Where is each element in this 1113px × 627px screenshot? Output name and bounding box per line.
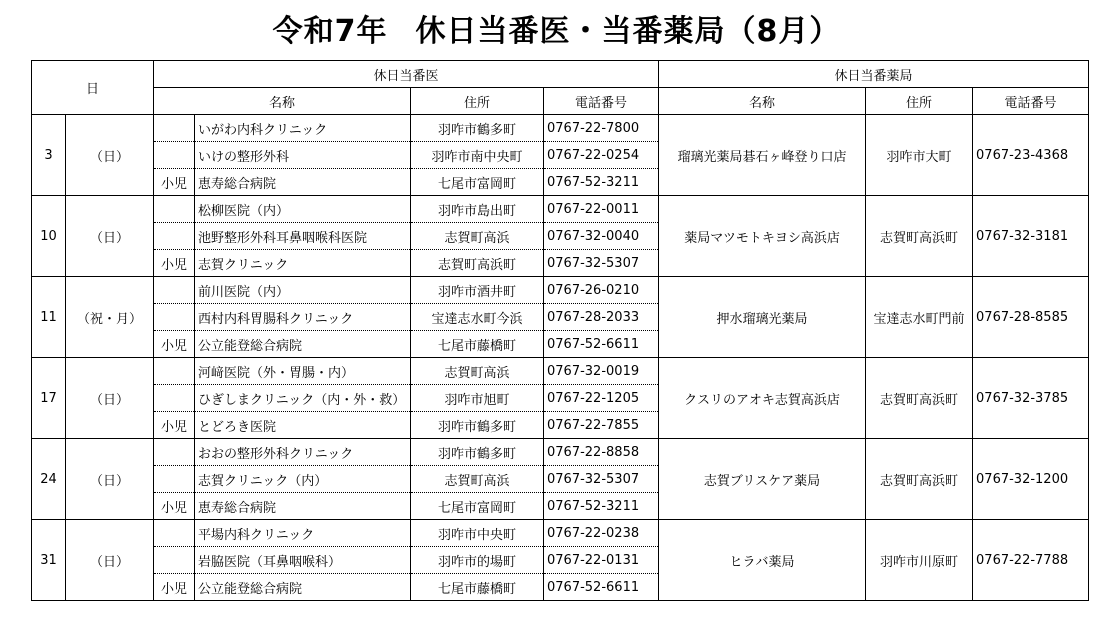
pediatric-tag	[154, 115, 195, 142]
pediatric-tag	[154, 547, 195, 574]
clinic-name: 公立能登総合病院	[195, 331, 411, 358]
clinic-phone: 0767-22-0131	[544, 547, 659, 574]
clinic-name: いがわ内科クリニック	[195, 115, 411, 142]
table-row	[32, 277, 1089, 304]
pediatric-tag	[154, 520, 195, 547]
pharmacy-name: 志賀ブリスケア薬局	[659, 439, 866, 520]
header-pharmacy-phone: 電話番号	[973, 88, 1089, 115]
clinic-name: 前川医院（内）	[195, 277, 411, 304]
clinic-name: 河﨑医院（外・胃腸・内）	[195, 358, 411, 385]
header-doctor-address: 住所	[411, 88, 544, 115]
pediatric-tag	[154, 223, 195, 250]
pharmacy-phone: 0767-32-3181	[973, 196, 1089, 277]
date-cell: 11	[32, 277, 66, 358]
clinic-address: 羽咋市南中央町	[411, 142, 544, 169]
clinic-phone: 0767-52-3211	[544, 169, 659, 196]
pediatric-tag: 小児	[154, 493, 195, 520]
clinic-address: 七尾市富岡町	[411, 169, 544, 196]
date-cell: 31	[32, 520, 66, 601]
clinic-address: 羽咋市酒井町	[411, 277, 544, 304]
clinic-name: 西村内科胃腸科クリニック	[195, 304, 411, 331]
clinic-name: 公立能登総合病院	[195, 574, 411, 601]
table-row	[32, 439, 1089, 466]
clinic-address: 志賀町高浜	[411, 358, 544, 385]
weekday-cell: （日）	[66, 358, 154, 439]
weekday-cell: （日）	[66, 520, 154, 601]
pharmacy-name: 押水瑠璃光薬局	[659, 277, 866, 358]
clinic-address: 志賀町高浜	[411, 223, 544, 250]
header-pharmacy-group: 休日当番薬局	[659, 61, 1089, 88]
clinic-name: 池野整形外科耳鼻咽喉科医院	[195, 223, 411, 250]
pediatric-tag	[154, 142, 195, 169]
clinic-phone: 0767-32-0019	[544, 358, 659, 385]
header-day: 日	[32, 61, 154, 115]
clinic-phone: 0767-32-5307	[544, 466, 659, 493]
clinic-address: 羽咋市鶴多町	[411, 115, 544, 142]
pediatric-tag: 小児	[154, 331, 195, 358]
pediatric-tag: 小児	[154, 169, 195, 196]
pediatric-tag	[154, 277, 195, 304]
schedule-body	[32, 115, 1089, 601]
pharmacy-phone: 0767-23-4368	[973, 115, 1089, 196]
header-pharmacy-name: 名称	[659, 88, 866, 115]
clinic-address: 志賀町高浜町	[411, 250, 544, 277]
table-row	[32, 115, 1089, 142]
pharmacy-name: ヒラバ薬局	[659, 520, 866, 601]
clinic-name: 松柳医院（内）	[195, 196, 411, 223]
pharmacy-address: 志賀町高浜町	[866, 358, 973, 439]
title-heading: 休日当番医・当番薬局（8月）	[415, 14, 841, 49]
weekday-cell: （日）	[66, 439, 154, 520]
clinic-phone: 0767-52-6611	[544, 331, 659, 358]
pediatric-tag	[154, 358, 195, 385]
clinic-name: 岩脇医院（耳鼻咽喉科）	[195, 547, 411, 574]
pediatric-tag	[154, 466, 195, 493]
clinic-address: 羽咋市島出町	[411, 196, 544, 223]
date-cell: 24	[32, 439, 66, 520]
clinic-phone: 0767-32-5307	[544, 250, 659, 277]
clinic-name: おおの整形外科クリニック	[195, 439, 411, 466]
clinic-name: 恵寿総合病院	[195, 169, 411, 196]
clinic-address: 七尾市藤橋町	[411, 574, 544, 601]
pharmacy-name: 薬局マツモトキヨシ高浜店	[659, 196, 866, 277]
clinic-address: 七尾市富岡町	[411, 493, 544, 520]
pediatric-tag	[154, 196, 195, 223]
weekday-cell: （祝・月）	[66, 277, 154, 358]
page-title	[0, 10, 1113, 54]
clinic-phone: 0767-22-0011	[544, 196, 659, 223]
title-era-year: 令和7年	[272, 14, 388, 49]
pharmacy-address: 宝達志水町門前	[866, 277, 973, 358]
clinic-name: 恵寿総合病院	[195, 493, 411, 520]
header-doctor-name: 名称	[154, 88, 411, 115]
pediatric-tag: 小児	[154, 250, 195, 277]
date-cell: 10	[32, 196, 66, 277]
date-cell: 3	[32, 115, 66, 196]
pediatric-tag: 小児	[154, 412, 195, 439]
clinic-address: 羽咋市鶴多町	[411, 412, 544, 439]
clinic-phone: 0767-52-3211	[544, 493, 659, 520]
clinic-name: とどろき医院	[195, 412, 411, 439]
clinic-phone: 0767-28-2033	[544, 304, 659, 331]
pharmacy-address: 羽咋市大町	[866, 115, 973, 196]
clinic-phone: 0767-32-0040	[544, 223, 659, 250]
clinic-phone: 0767-22-1205	[544, 385, 659, 412]
clinic-address: 羽咋市旭町	[411, 385, 544, 412]
pharmacy-name: 瑠璃光薬局碁石ヶ峰登り口店	[659, 115, 866, 196]
header-pharmacy-address: 住所	[866, 88, 973, 115]
pediatric-tag	[154, 439, 195, 466]
date-cell: 17	[32, 358, 66, 439]
clinic-phone: 0767-22-0238	[544, 520, 659, 547]
clinic-phone: 0767-52-6611	[544, 574, 659, 601]
clinic-phone: 0767-26-0210	[544, 277, 659, 304]
pediatric-tag	[154, 304, 195, 331]
pharmacy-address: 羽咋市川原町	[866, 520, 973, 601]
clinic-phone: 0767-22-8858	[544, 439, 659, 466]
clinic-name: 志賀クリニック（内）	[195, 466, 411, 493]
pediatric-tag: 小児	[154, 574, 195, 601]
weekday-cell: （日）	[66, 115, 154, 196]
clinic-phone: 0767-22-7855	[544, 412, 659, 439]
pharmacy-phone: 0767-28-8585	[973, 277, 1089, 358]
clinic-address: 羽咋市鶴多町	[411, 439, 544, 466]
clinic-address: 宝達志水町今浜	[411, 304, 544, 331]
header-doctor-phone: 電話番号	[544, 88, 659, 115]
clinic-name: ひぎしまクリニック（内・外・救）	[195, 385, 411, 412]
clinic-phone: 0767-22-0254	[544, 142, 659, 169]
clinic-address: 羽咋市的場町	[411, 547, 544, 574]
clinic-address: 志賀町高浜	[411, 466, 544, 493]
pharmacy-phone: 0767-32-1200	[973, 439, 1089, 520]
pharmacy-phone: 0767-22-7788	[973, 520, 1089, 601]
table-row	[32, 520, 1089, 547]
clinic-address: 羽咋市中央町	[411, 520, 544, 547]
weekday-cell: （日）	[66, 196, 154, 277]
clinic-phone: 0767-22-7800	[544, 115, 659, 142]
holiday-duty-table	[31, 60, 1089, 601]
pediatric-tag	[154, 385, 195, 412]
header-doctors-group: 休日当番医	[154, 61, 659, 88]
pharmacy-name: クスリのアオキ志賀高浜店	[659, 358, 866, 439]
table-row	[32, 196, 1089, 223]
clinic-name: 志賀クリニック	[195, 250, 411, 277]
pharmacy-address: 志賀町高浜町	[866, 439, 973, 520]
clinic-name: いけの整形外科	[195, 142, 411, 169]
pharmacy-phone: 0767-32-3785	[973, 358, 1089, 439]
clinic-address: 七尾市藤橋町	[411, 331, 544, 358]
pharmacy-address: 志賀町高浜町	[866, 196, 973, 277]
table-row	[32, 358, 1089, 385]
clinic-name: 平場内科クリニック	[195, 520, 411, 547]
